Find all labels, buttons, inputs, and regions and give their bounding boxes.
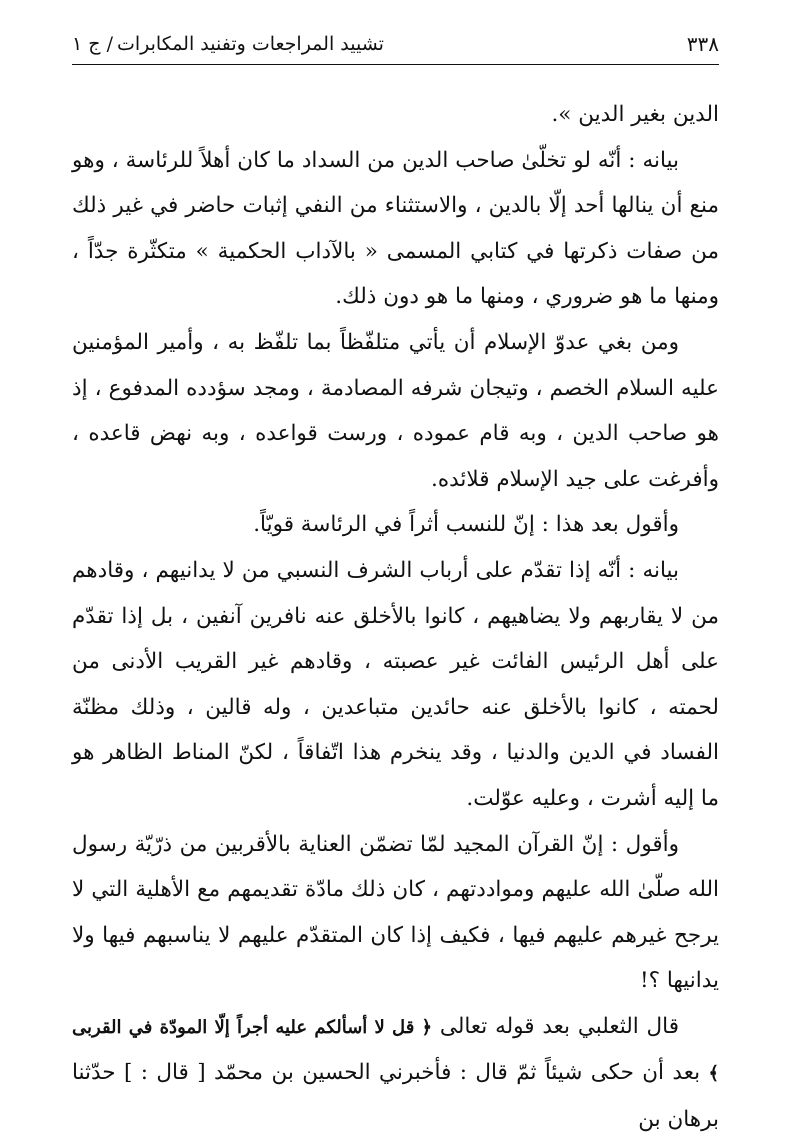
paragraph-3: ومن بغي عدوّ الإسلام أن يأتي متلفّظاً بما تلفّظ به ، وأمير المؤمنين عليه السلام الخصم ، وتيجان شرفه المصادمة ، ومجد سؤدده المدفوع ، إذ هو صاحب الدين ، وبه قام عموده ، ورست قواعده ، وبه نهض قاعده ، وأفرغت على جيد الإسلام قلائده. (72, 329, 719, 492)
paragraph-1: الدين بغير الدين ». (551, 102, 719, 127)
closing-paragraph (72, 1004, 719, 1143)
closing-continuation: بعد أن حكى شيئاً ثمّ قال : فأخبرني الحسين بن محمّد [ قال : ] حدّثنا برهان بن (72, 1060, 719, 1133)
closing-lead: قال الثعلبي بعد قوله تعالى (439, 1013, 679, 1039)
paragraph-6: وأقول : إنّ القرآن المجيد لمّا تضمّن العناية بالأقربين من ذرّيّة رسول الله صلّىٰ الله عليهم ومواددتهم ، كان ذلك مادّة تقديمهم مع الأهلية التي لا يرجح غيرهم عليهم فيها ، فكيف إذا كان المتقدّم عليهم لا يناسبهم فيها ولا يدانيها ؟! (72, 831, 719, 994)
book-title: تشييد المراجعات وتفنيد المكابرات (116, 33, 384, 55)
page-number: ٣٣٨ (686, 32, 719, 56)
paragraph-2: بيانه : أنّه لو تخلّىٰ صاحب الدين من السداد ما كان أهلاً للرئاسة ، وهو منع أن ينالها أحد إلّا بالدين ، والاستثناء من النفي إثبات حاضر في غير ذلك من صفات ذكرتها في كتابي المسمى « بالآداب الحكمية » متكثّرة جدّاً ، ومنها ما هو ضروري ، ومنها ما هو دون ذلك. (72, 147, 719, 310)
header-title-group (72, 33, 384, 55)
body-text (72, 92, 719, 1143)
quran-verse: ﴿ قل لا أسألكم عليه أجراً إلّا المودّة في القربى ﴾ (72, 1016, 719, 1085)
header-rule (72, 64, 719, 65)
running-head (72, 26, 719, 62)
paragraph-5: بيانه : أنّه إذا تقدّم على أرباب الشرف النسبي من لا يدانيهم ، وقادهم من لا يقاربهم ولا يضاهيهم ، كانوا بالأخلق عنه نافرين آنفين ، بل إذا تقدّم على أهل الرئيس الفائت غير عصبته ، وقادهم غير القريب الأدنى من لحمته ، كانوا بالأخلق عنه حائدين متباعدين ، وله قالين ، وذلك مظنّة الفساد في الدين والدنيا ، وقد ينخرم هذا اتّفاقاً ، لكنّ المناط الظاهر هو ما إليه أشرت ، وعليه عوّلت. (72, 557, 719, 811)
paragraph-4: وأقول بعد هذا : إنّ للنسب أثراً في الرئاسة قويّاً. (253, 512, 679, 538)
volume-label: / ج ١ (72, 33, 113, 55)
